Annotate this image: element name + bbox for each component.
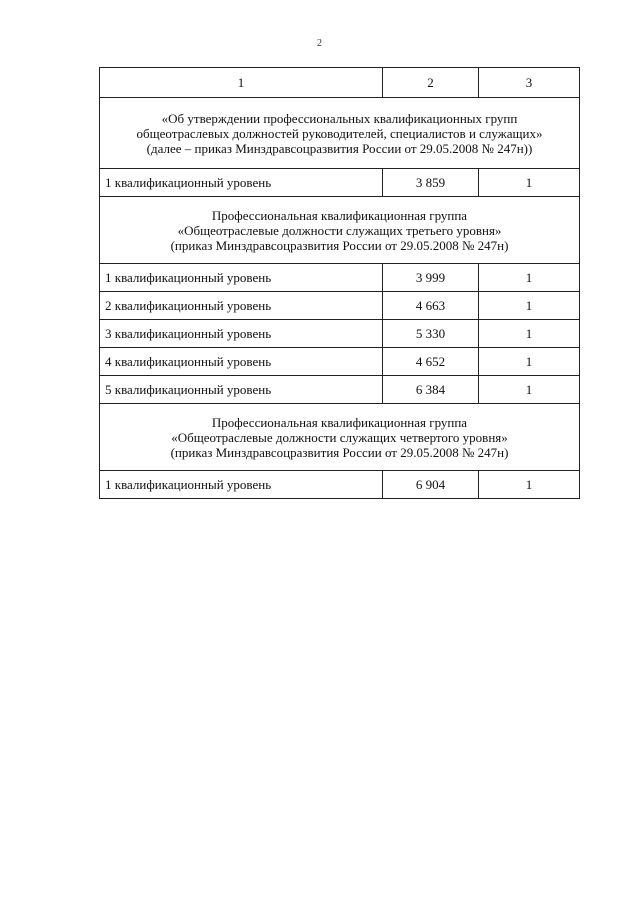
section-title xyxy=(100,404,580,471)
level-value: 6 904 xyxy=(383,471,479,499)
level-value: 4 652 xyxy=(383,348,479,376)
level-name: 1 квалификационный уровень xyxy=(100,169,383,197)
level-coefficient: 1 xyxy=(479,292,580,320)
section-title-line: общеотраслевых должностей руководителей, специалистов и служащих» xyxy=(136,125,543,141)
qualification-table xyxy=(99,67,580,499)
section-title-row xyxy=(100,404,580,471)
section-title xyxy=(100,197,580,264)
level-name: 1 квалификационный уровень xyxy=(100,471,383,499)
section-title-line: Профессиональная квалификационная группа xyxy=(211,207,468,223)
column-header-3: 3 xyxy=(479,68,580,98)
level-name: 5 квалификационный уровень xyxy=(100,376,383,404)
level-coefficient: 1 xyxy=(479,320,580,348)
level-coefficient: 1 xyxy=(479,471,580,499)
table-row xyxy=(100,292,580,320)
table-row xyxy=(100,169,580,197)
column-header-1: 1 xyxy=(100,68,383,98)
level-coefficient: 1 xyxy=(479,348,580,376)
section-title-line: «Общеотраслевые должности служащих третьего уровня» xyxy=(177,222,502,238)
section-title-row xyxy=(100,98,580,169)
section-title-line: Профессиональная квалификационная группа xyxy=(211,414,468,430)
section-title xyxy=(100,98,580,169)
level-coefficient: 1 xyxy=(479,169,580,197)
level-value: 6 384 xyxy=(383,376,479,404)
level-value: 4 663 xyxy=(383,292,479,320)
table-row xyxy=(100,471,580,499)
level-coefficient: 1 xyxy=(479,376,580,404)
table-row xyxy=(100,320,580,348)
level-name: 2 квалификационный уровень xyxy=(100,292,383,320)
page-number: 2 xyxy=(317,38,322,49)
level-value: 5 330 xyxy=(383,320,479,348)
level-value: 3 859 xyxy=(383,169,479,197)
table-row xyxy=(100,264,580,292)
level-name: 3 квалификационный уровень xyxy=(100,320,383,348)
section-title-line: «Об утверждении профессиональных квалификационных групп xyxy=(161,110,518,126)
section-title-line: «Общеотраслевые должности служащих четвертого уровня» xyxy=(171,429,508,445)
column-header-2: 2 xyxy=(383,68,479,98)
section-title-line: (приказ Минздравсоцразвития России от 29.05.2008 № 247н) xyxy=(170,444,509,460)
level-name: 1 квалификационный уровень xyxy=(100,264,383,292)
level-value: 3 999 xyxy=(383,264,479,292)
section-title-line: (далее – приказ Минздравсоцразвития России от 29.05.2008 № 247н)) xyxy=(146,140,533,156)
section-title-row xyxy=(100,197,580,264)
table-row xyxy=(100,376,580,404)
level-coefficient: 1 xyxy=(479,264,580,292)
table-row xyxy=(100,348,580,376)
table-header-row xyxy=(100,68,580,98)
section-title-line: (приказ Минздравсоцразвития России от 29.05.2008 № 247н) xyxy=(170,237,509,253)
level-name: 4 квалификационный уровень xyxy=(100,348,383,376)
